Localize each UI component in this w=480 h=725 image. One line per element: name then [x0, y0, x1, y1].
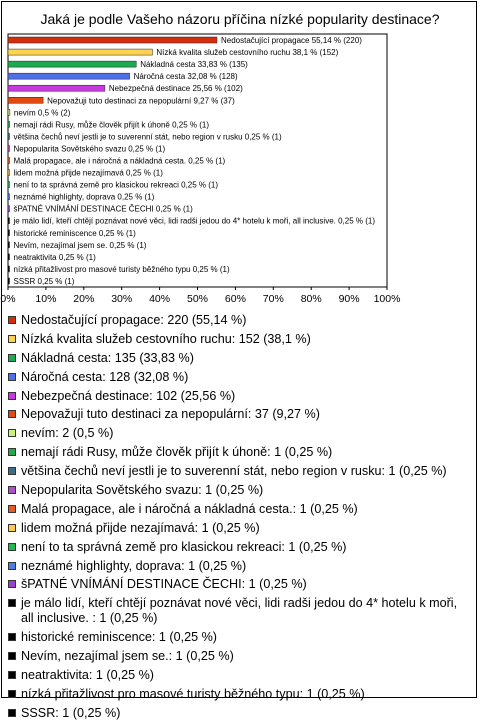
bar [8, 158, 10, 164]
legend-label: Nebezpečná destinace: 102 (25,56 %) [21, 388, 236, 403]
bar-label: Nedostačující propagace 55,14 % (220) [220, 36, 362, 46]
bar-label: nevím 0,5 % (2) [13, 108, 71, 118]
legend-swatch [8, 316, 16, 324]
legend-item [8, 464, 470, 479]
legend-item [8, 370, 470, 385]
legend-item [8, 445, 470, 460]
x-tick-label: 80% [300, 293, 322, 305]
legend-item [8, 351, 470, 366]
legend-item [8, 577, 470, 592]
legend-label: šPATNÉ VNÍMÁNÍ DESTINACE ČECHI: 1 (0,25 %) [21, 577, 307, 592]
bar [8, 242, 10, 248]
bar-label: nemají rádi Rusy, může člověk přijít k úhoně 0,25 % (1) [13, 120, 209, 130]
legend-label: Nízká kvalita služeb cestovního ruchu: 152 (38,1 %) [21, 331, 311, 346]
legend-swatch [8, 562, 16, 570]
legend-swatch [8, 709, 16, 717]
x-tick-label: 20% [73, 293, 95, 305]
bar-label: většina čechů neví jestli je to suverenní stát, nebo region v rusku 0,25 % (1) [13, 132, 282, 142]
bar-label: neznámé highlighty, doprava 0,25 % (1) [13, 192, 155, 202]
legend-swatch [8, 486, 16, 494]
legend-item [8, 630, 470, 645]
bar-label: historické reminiscence 0,25 % (1) [13, 228, 136, 238]
bar-label: Nízká kvalita služeb cestovního ruchu 38,1 % (152) [156, 48, 339, 58]
legend-label: je málo lidí, kteří chtějí poznávat nové věci, lidi radši jedou do 4* hotelu k moři, all inclusive. : 1 (0,25 %) [21, 596, 458, 626]
x-tick-label: 60% [224, 293, 246, 305]
legend-label: neznámé highlighty, doprava: 1 (0,25 %) [21, 558, 247, 573]
legend-swatch [8, 335, 16, 343]
bar [8, 230, 10, 236]
bar-label: neatraktivita 0,25 % (1) [13, 252, 96, 262]
legend-item [8, 687, 470, 702]
bar [8, 254, 10, 260]
legend-swatch [8, 599, 16, 607]
legend-item [8, 706, 470, 721]
bar [8, 97, 43, 103]
bar-label: není to ta správná země pro klasickou rekreaci 0,25 % (1) [13, 180, 219, 190]
legend-label: není to ta správná země pro klasickou rekreaci: 1 (0,25 %) [21, 539, 347, 554]
bar [8, 194, 10, 200]
legend-label: Náročná cesta: 128 (32,08 %) [21, 369, 189, 384]
x-tick-label: 0% [0, 293, 16, 305]
legend-label: nízká přitažlivost pro masové turisty běžného typu: 1 (0,25 %) [21, 686, 365, 701]
legend-item [8, 332, 470, 347]
bar [8, 109, 10, 115]
legend-label: neatraktivita: 1 (0,25 %) [21, 668, 154, 683]
legend-item [8, 596, 470, 626]
legend-swatch [8, 354, 16, 362]
bar [8, 170, 10, 176]
x-tick-label: 70% [262, 293, 284, 305]
bar [8, 61, 136, 67]
legend-swatch [8, 671, 16, 679]
legend-swatch [8, 429, 16, 437]
bar-label: nízká přitažlivost pro masové turisty běžného typu 0,25 % (1) [13, 264, 230, 274]
bar-chart [0, 0, 480, 310]
legend-item [8, 668, 470, 683]
bar-label: šPATNÉ VNÍMÁNÍ DESTINACE ČECHI 0,25 % (1) [13, 204, 193, 214]
legend-label: nemají rádi Rusy, může člověk přijít k úhoně: 1 (0,25 %) [21, 445, 333, 460]
bar-label: Nepopularita Sovětského svazu 0,25 % (1) [13, 144, 166, 154]
legend-item [8, 649, 470, 664]
bar [8, 73, 130, 79]
legend-label: Nevím, nezajímal jsem se.: 1 (0,25 %) [21, 649, 234, 664]
chart-legend [8, 313, 470, 725]
legend-label: Malá propagace, ale i náročná a nákladná cesta.: 1 (0,25 %) [21, 501, 358, 516]
bar-label: Nepovažuji tuto destinaci za nepopulární 9,27 % (37) [47, 96, 235, 106]
legend-label: Nepovažuji tuto destinaci za nepopulární: 37 (9,27 %) [21, 407, 320, 422]
bar-label: je málo lidí, kteří chtějí poznávat nové věci, lidi radši jedou do 4* hotelu k moři, all inclusive. 0,25 % (1) [13, 216, 376, 226]
legend-label: většina čechů neví jestli je to suverenní stát, nebo region v rusku: 1 (0,25 %) [21, 464, 447, 479]
bar [8, 278, 10, 284]
x-tick-label: 40% [149, 293, 171, 305]
legend-swatch [8, 373, 16, 381]
legend-item [8, 313, 470, 328]
bar-label: Nákladná cesta 33,83 % (135) [140, 60, 248, 70]
x-tick-label: 50% [186, 293, 209, 305]
legend-swatch [8, 392, 16, 400]
bar [8, 121, 10, 127]
legend-swatch [8, 410, 16, 418]
legend-swatch [8, 524, 16, 532]
legend-swatch [8, 652, 16, 660]
legend-label: lidem možná přijde nezajímavá: 1 (0,25 %) [21, 520, 260, 535]
x-tick-label: 90% [338, 293, 360, 305]
bar [8, 49, 152, 55]
x-tick-label: 30% [111, 293, 133, 305]
bar [8, 145, 10, 151]
legend-swatch [8, 690, 16, 698]
bar [8, 133, 10, 139]
chart-title: Jaká je podle Vašeho názoru příčina nízké popularity destinace? [40, 11, 440, 27]
legend-label: nevím: 2 (0,5 %) [21, 426, 114, 441]
x-tick-label: 100% [373, 293, 401, 305]
legend-label: Nepopularita Sovětského svazu: 1 (0,25 %) [21, 483, 264, 498]
bar-label: lidem možná přijde nezajímavá 0,25 % (1) [13, 168, 163, 178]
legend-swatch [8, 448, 16, 456]
legend-label: Nákladná cesta: 135 (33,83 %) [21, 350, 194, 365]
legend-label: SSSR: 1 (0,25 %) [21, 705, 121, 720]
bar [8, 37, 217, 43]
bar-label: Náročná cesta 32,08 % (128) [133, 72, 238, 82]
legend-item [8, 407, 470, 422]
bar [8, 218, 10, 224]
legend-item [8, 502, 470, 517]
bar [8, 182, 10, 188]
bar [8, 266, 10, 272]
legend-swatch [8, 580, 16, 588]
legend-swatch [8, 467, 16, 475]
legend-item [8, 483, 470, 498]
bar-label: Nevím, nezajímal jsem se. 0,25 % (1) [13, 240, 147, 250]
bar [8, 85, 105, 91]
legend-swatch [8, 505, 16, 513]
legend-item [8, 521, 470, 536]
x-tick-label: 10% [35, 293, 57, 305]
legend-item [8, 540, 470, 555]
bar-label: SSSR 0,25 % (1) [13, 276, 75, 286]
legend-swatch [8, 543, 16, 551]
bar [8, 206, 10, 212]
bar-label: Malá propagace, ale i náročná a nákladná cesta. 0,25 % (1) [13, 156, 226, 166]
legend-item [8, 426, 470, 441]
legend-label: historické reminiscence: 1 (0,25 %) [21, 630, 217, 645]
legend-swatch [8, 633, 16, 641]
legend-label: Nedostačující propagace: 220 (55,14 %) [21, 313, 247, 327]
legend-item [8, 559, 470, 574]
legend-item [8, 389, 470, 404]
bar-label: Nebezpečná destinace 25,56 % (102) [108, 84, 243, 94]
